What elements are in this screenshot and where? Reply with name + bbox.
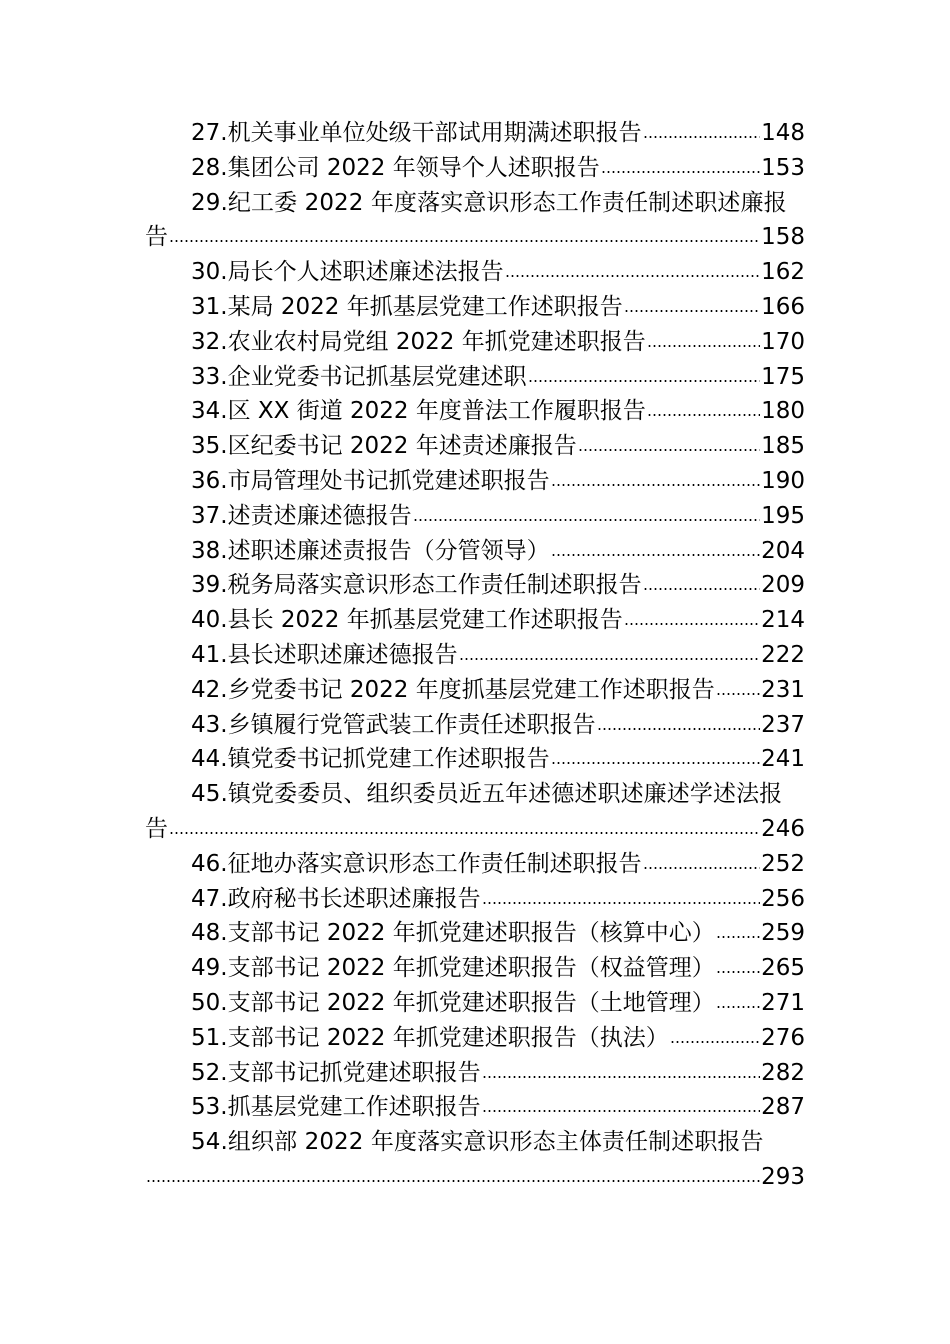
toc-entry-title: 35.区纪委书记 2022 年述责述廉报告	[191, 433, 577, 460]
toc-entry-title: 45.镇党委委员、组织委员近五年述德述职述廉述学述法报	[191, 781, 783, 808]
toc-entry-page-number: 222	[761, 641, 805, 668]
toc-entry[interactable]	[145, 1056, 805, 1091]
toc-entry-page-number: 148	[761, 120, 805, 146]
toc-entry-page-number: 204	[761, 537, 805, 564]
toc-entry-title: 36.市局管理处书记抓党建述职报告	[191, 467, 550, 494]
toc-entry-title: 29.纪工委 2022 年度落实意识形态工作责任制述职述廉报	[191, 189, 787, 216]
toc-entry[interactable]	[145, 394, 805, 429]
toc-entry[interactable]	[145, 290, 805, 325]
toc-entry-page-number: 246	[761, 815, 805, 842]
table-of-contents	[145, 116, 805, 1195]
dot-leader	[482, 901, 761, 905]
toc-entry-title: 41.县长述职述廉述德报告	[191, 641, 458, 668]
toc-entry[interactable]	[145, 429, 805, 464]
toc-entry-title: 39.税务局落实意识形态工作责任制述职报告	[191, 572, 642, 599]
dot-leader	[716, 935, 760, 939]
dot-leader	[643, 866, 761, 870]
toc-entry[interactable]	[145, 534, 805, 569]
dot-leader	[482, 1075, 761, 1079]
dot-leader	[716, 692, 760, 696]
toc-entry-title: 47.政府秘书长述职述廉报告	[191, 885, 481, 912]
toc-entry-title: 38.述职述廉述责报告（分管领导）	[191, 537, 550, 564]
toc-entry[interactable]	[145, 1021, 805, 1056]
dot-leader	[528, 379, 761, 383]
toc-entry-page-number: 214	[761, 607, 805, 634]
toc-entry-title: 37.述责述廉述德报告	[191, 502, 412, 529]
toc-entry-page-number: 276	[761, 1024, 805, 1051]
toc-entry-title: 42.乡党委书记 2022 年度抓基层党建工作述职报告	[191, 676, 715, 703]
toc-entry-page-number: 170	[761, 328, 805, 355]
toc-entry-page-number: 195	[761, 502, 805, 529]
toc-entry-page-number: 180	[761, 398, 805, 425]
toc-entry-title: 27.机关事业单位处级干部试用期满述职报告	[191, 120, 642, 146]
toc-entry-title: 44.镇党委书记抓党建工作述职报告	[191, 746, 550, 773]
toc-entry[interactable]	[145, 116, 805, 151]
toc-entry-title-continuation: 告	[145, 815, 168, 842]
toc-entry-page-number: 282	[761, 1059, 805, 1086]
toc-entry-page-number: 271	[761, 989, 805, 1016]
toc-entry-page-number: 158	[761, 224, 805, 251]
dot-leader	[482, 1109, 761, 1113]
toc-entry-page-number: 185	[761, 433, 805, 460]
dot-leader	[643, 587, 761, 591]
dot-leader	[624, 309, 760, 313]
toc-entry-title: 49.支部书记 2022 年抓党建述职报告（权益管理）	[191, 955, 715, 982]
toc-entry-title: 54.组织部 2022 年度落实意识形态主体责任制述职报告	[191, 1129, 764, 1156]
toc-entry[interactable]	[145, 986, 805, 1021]
toc-entry-page-number: 153	[761, 154, 805, 181]
toc-entry-title: 33.企业党委书记抓基层党建述职	[191, 363, 527, 390]
toc-entry[interactable]	[145, 464, 805, 499]
toc-entry-title-continuation: 告	[145, 224, 168, 251]
dot-leader	[670, 1040, 760, 1044]
toc-entry-page-number: 175	[761, 363, 805, 390]
dot-leader	[459, 657, 761, 661]
toc-entry-title: 50.支部书记 2022 年抓党建述职报告（土地管理）	[191, 989, 715, 1016]
toc-entry-page-number: 241	[761, 746, 805, 773]
toc-entry[interactable]	[145, 603, 805, 638]
toc-entry[interactable]	[145, 847, 805, 882]
toc-entry[interactable]	[145, 708, 805, 743]
toc-entry-page-number: 237	[761, 711, 805, 738]
toc-entry-title: 52.支部书记抓党建述职报告	[191, 1059, 481, 1086]
toc-entry-title: 40.县长 2022 年抓基层党建工作述职报告	[191, 607, 623, 634]
dot-leader	[716, 1005, 760, 1009]
dot-leader	[643, 135, 761, 139]
toc-entry[interactable]	[145, 673, 805, 708]
dot-leader	[551, 553, 761, 557]
dot-leader	[578, 448, 760, 452]
toc-entry-title: 53.抓基层党建工作述职报告	[191, 1094, 481, 1121]
toc-entry-page-number: 252	[761, 850, 805, 877]
toc-entry[interactable]	[145, 777, 805, 847]
dot-leader	[169, 239, 760, 243]
toc-entry-page-number: 166	[761, 293, 805, 320]
toc-entry-page-number: 256	[761, 885, 805, 912]
toc-entry-title: 43.乡镇履行党管武装工作责任述职报告	[191, 711, 596, 738]
toc-entry[interactable]	[145, 568, 805, 603]
toc-entry-page-number: 209	[761, 572, 805, 599]
dot-leader	[169, 831, 760, 835]
toc-entry[interactable]	[145, 742, 805, 777]
toc-entry-page-number: 162	[761, 259, 805, 286]
dot-leader	[624, 622, 760, 626]
toc-entry[interactable]	[145, 499, 805, 534]
dot-leader	[505, 274, 761, 278]
dot-leader	[146, 1179, 760, 1183]
toc-entry-title: 28.集团公司 2022 年领导个人述职报告	[191, 154, 600, 181]
toc-entry-page-number: 293	[761, 1163, 805, 1190]
dot-leader	[551, 483, 761, 487]
dot-leader	[716, 970, 760, 974]
toc-entry[interactable]	[145, 360, 805, 395]
toc-entry[interactable]	[145, 151, 805, 186]
toc-entry-title: 51.支部书记 2022 年抓党建述职报告（执法）	[191, 1024, 669, 1051]
dot-leader	[601, 170, 760, 174]
dot-leader	[647, 344, 760, 348]
toc-entry[interactable]	[145, 916, 805, 951]
toc-entry-title: 30.局长个人述职述廉述法报告	[191, 259, 504, 286]
toc-entry-page-number: 231	[761, 676, 805, 703]
toc-entry[interactable]	[145, 1125, 805, 1195]
toc-entry-title: 32.农业农村局党组 2022 年抓党建述职报告	[191, 328, 646, 355]
toc-entry-title: 31.某局 2022 年抓基层党建工作述职报告	[191, 293, 623, 320]
dot-leader	[597, 727, 761, 731]
toc-entry[interactable]	[145, 638, 805, 673]
dot-leader	[413, 518, 761, 522]
toc-entry[interactable]	[145, 951, 805, 986]
dot-leader	[551, 761, 761, 765]
toc-entry-title: 34.区 XX 街道 2022 年度普法工作履职报告	[191, 398, 646, 425]
toc-entry[interactable]	[145, 1090, 805, 1125]
toc-entry[interactable]	[145, 325, 805, 360]
toc-entry-page-number: 265	[761, 955, 805, 982]
toc-entry-page-number: 190	[761, 467, 805, 494]
toc-entry-page-number: 259	[761, 920, 805, 947]
dot-leader	[647, 413, 760, 417]
toc-entry[interactable]	[145, 882, 805, 917]
toc-entry-title: 48.支部书记 2022 年抓党建述职报告（核算中心）	[191, 920, 715, 947]
toc-entry-title: 46.征地办落实意识形态工作责任制述职报告	[191, 850, 642, 877]
toc-entry[interactable]	[145, 186, 805, 256]
toc-entry[interactable]	[145, 255, 805, 290]
toc-entry-page-number: 287	[761, 1094, 805, 1121]
